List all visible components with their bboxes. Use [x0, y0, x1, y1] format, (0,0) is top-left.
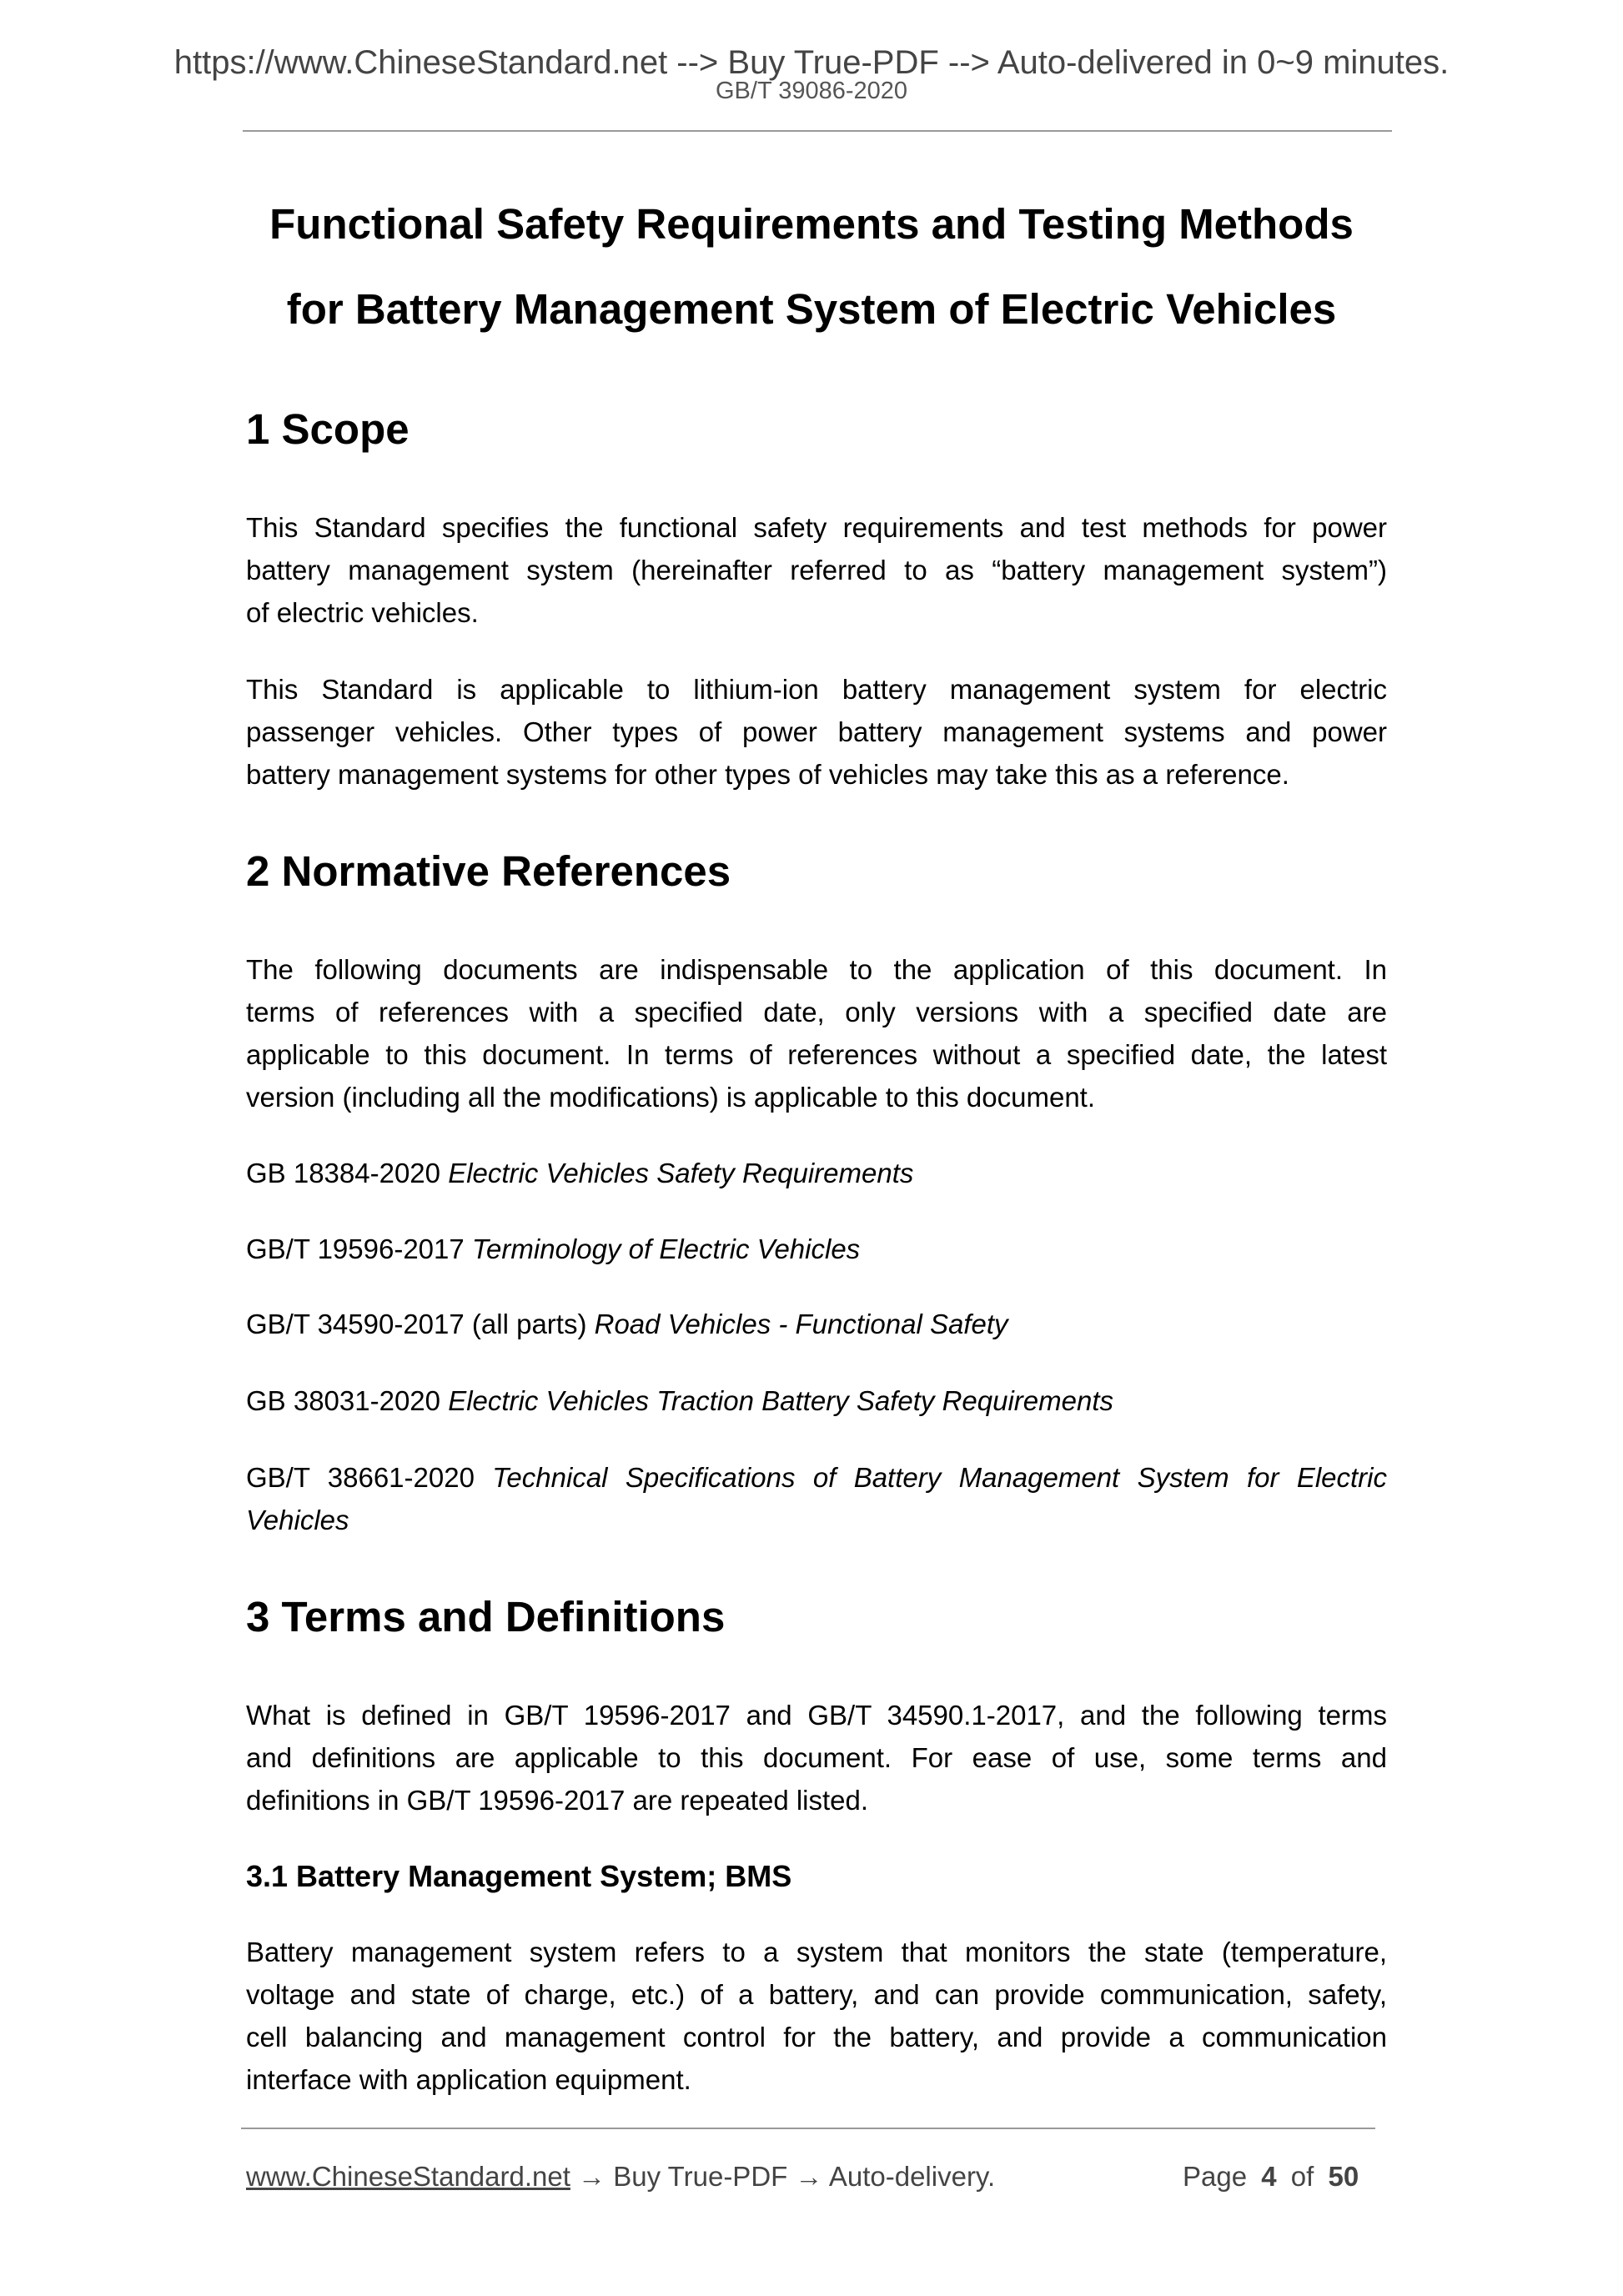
footer-delivery-text: Auto-delivery. [828, 2161, 996, 2192]
text-line: What is defined in GB/T 19596-2017 and GB/T 34590.1-2017, and the following terms [246, 1700, 1387, 1731]
document-title-line1: Functional Safety Requirements and Testing Methods [269, 200, 1354, 248]
reference-code: GB/T 19596-2017 [246, 1233, 465, 1264]
references-paragraph [246, 948, 1387, 1118]
scope-paragraph-2 [246, 668, 1387, 796]
current-page: 4 [1261, 2161, 1277, 2192]
text-line: terms of references with a specified date, only versions with a specified date are [246, 997, 1387, 1027]
bms-definition-paragraph [246, 1931, 1387, 2101]
standard-code: GB/T 39086-2020 [715, 78, 908, 104]
of-label: of [1290, 2161, 1314, 2192]
reference-item [246, 1303, 1387, 1345]
terms-paragraph [246, 1694, 1387, 1821]
reference-title: Electric Vehicles Safety Requirements [448, 1158, 914, 1188]
footer-divider [241, 2128, 1375, 2129]
reference-title: Road Vehicles - Functional Safety [594, 1309, 1008, 1339]
text-line: definitions in GB/T 19596-2017 are repeated listed. [246, 1785, 869, 1816]
section-heading-normative-references: 2 Normative References [246, 847, 731, 895]
arrow-right-icon: → [795, 2161, 823, 2192]
text-line: passenger vehicles. Other types of power battery management systems and power [246, 716, 1387, 747]
reference-code: GB 38031-2020 [246, 1385, 441, 1416]
header-banner: https://www.ChineseStandard.net --> Buy True-PDF --> Auto-delivered in 0~9 minutes. [173, 44, 1450, 81]
reference-item [246, 1228, 1387, 1270]
text-line: cell balancing and management control for the battery, and provide a communication [246, 2022, 1387, 2052]
section-heading-terms: 3 Terms and Definitions [246, 1593, 726, 1640]
footer-site-link[interactable]: www.ChineseStandard.net [246, 2161, 570, 2192]
text-line: and definitions are applicable to this document. For ease of use, some terms and [246, 1742, 1387, 1773]
page-label: Page [1183, 2161, 1248, 2192]
reference-item [246, 1152, 1387, 1194]
text-line: The following documents are indispensable to the application of this document. In [246, 954, 1387, 985]
text-line: Battery management system refers to a system that monitors the state (temperature, [246, 1937, 1387, 1967]
text-line: battery management system (hereinafter referred to as “battery management system”) [246, 555, 1387, 585]
reference-title: Technical Specifications of Battery Management System for Electric [492, 1462, 1387, 1493]
reference-title: Terminology of Electric Vehicles [471, 1233, 861, 1264]
text-line: voltage and state of charge, etc.) of a battery, and can provide communication, safety, [246, 1979, 1387, 2010]
text-line: This Standard specifies the functional safety requirements and test methods for power [246, 512, 1387, 543]
text-line: of electric vehicles. [246, 597, 479, 628]
reference-code: GB/T 38661-2020 [246, 1462, 475, 1493]
document-title-line2: for Battery Management System of Electric Vehicles [286, 285, 1337, 333]
reference-note: (all parts) [471, 1309, 587, 1339]
scope-paragraph-1 [246, 506, 1387, 634]
arrow-right-icon: → [578, 2161, 606, 2192]
text-line: applicable to this document. In terms of references without a specified date, the latest [246, 1039, 1387, 1070]
footer-buy-text: Buy True-PDF [613, 2161, 788, 2192]
total-pages: 50 [1328, 2161, 1359, 2192]
text-line: This Standard is applicable to lithium-ion battery management system for electric [246, 674, 1387, 705]
reference-code: GB/T 34590-2017 [246, 1309, 465, 1339]
text-line: version (including all the modifications) is applicable to this document. [246, 1082, 1096, 1113]
page-number [1183, 2160, 1359, 2193]
subsection-heading-bms: 3.1 Battery Management System; BMS [246, 1859, 792, 1893]
header-divider [243, 130, 1392, 132]
reference-item [246, 1456, 1387, 1541]
section-heading-scope: 1 Scope [246, 405, 410, 453]
reference-code: GB 18384-2020 [246, 1158, 441, 1188]
footer-text [246, 2160, 995, 2193]
reference-title: Electric Vehicles Traction Battery Safety Requirements [448, 1385, 1114, 1416]
text-line: battery management systems for other types of vehicles may take this as a reference. [246, 759, 1289, 790]
reference-item [246, 1379, 1387, 1422]
text-line: interface with application equipment. [246, 2064, 691, 2095]
reference-title-continued: Vehicles [246, 1505, 349, 1535]
